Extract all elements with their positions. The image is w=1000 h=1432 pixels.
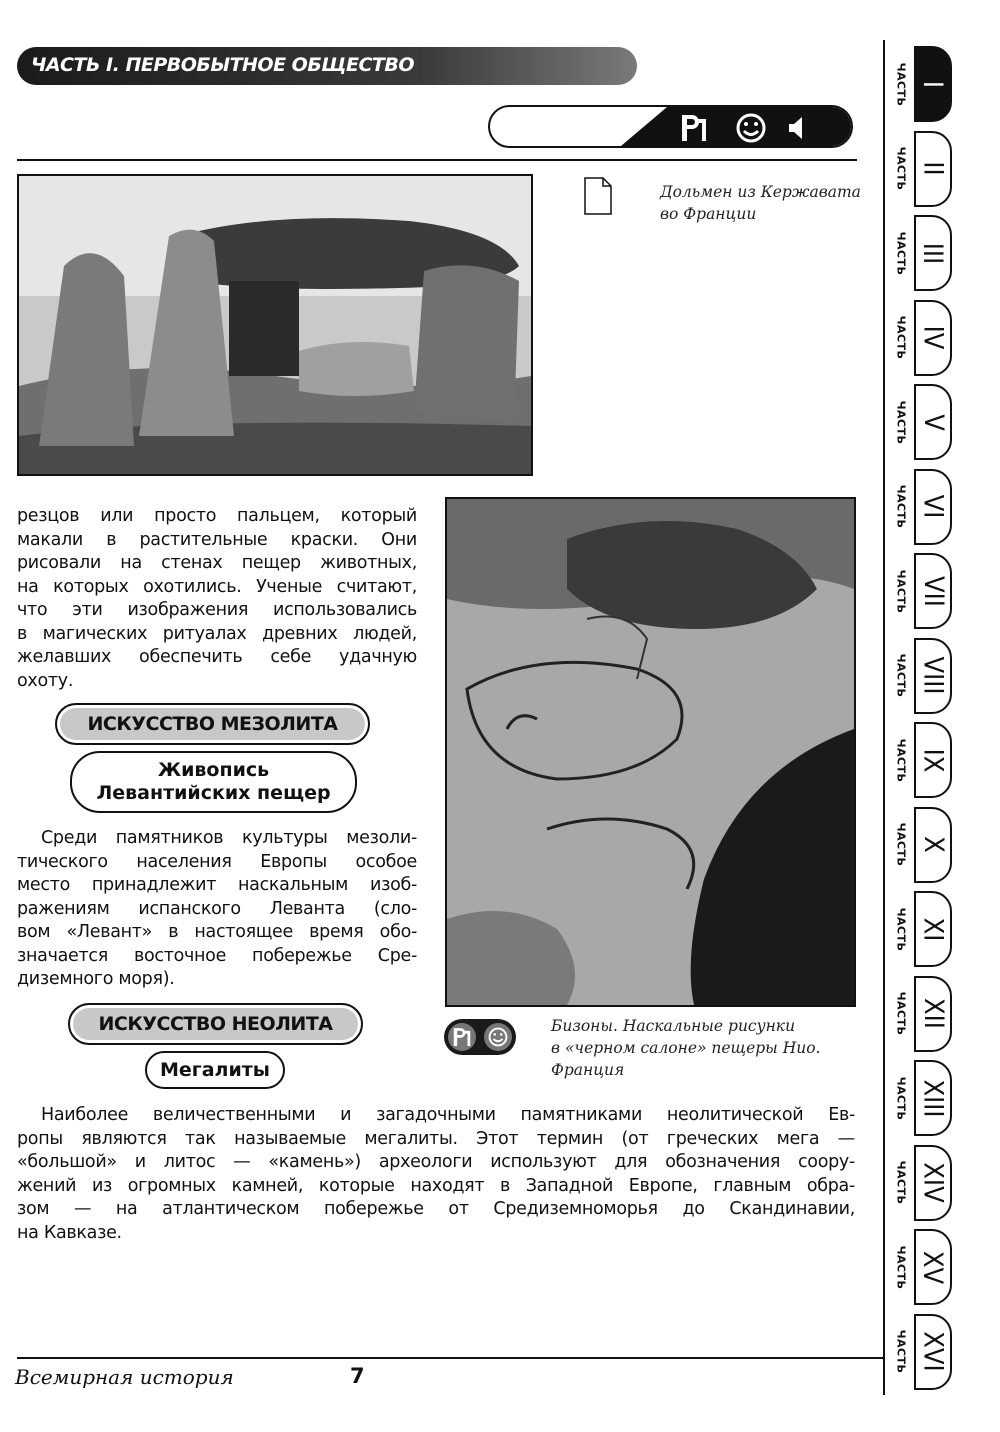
- heading-text: ИСКУССТВО МЕЗОЛИТА: [87, 713, 338, 735]
- caption-line: Франция: [551, 1061, 625, 1079]
- tab-part-8[interactable]: [886, 636, 966, 716]
- figure-2-icon-badge: [443, 1018, 517, 1060]
- tab-word: ЧАСТЬ: [894, 653, 908, 698]
- paragraph-levant: Среди памятников культуры мезоли- тического населения Европы особое место принадлежит наскальным изоб- ражениям испанского Леванта (сло- вом «Левант» в настоящее время обо- значается восточное побережье Сре- диземного моря).: [17, 828, 417, 989]
- tab-word: ЧАСТЬ: [894, 1076, 908, 1120]
- caption-line: во Франции: [660, 205, 757, 223]
- tab-part-14[interactable]: [886, 1143, 966, 1223]
- tab-number: III: [917, 242, 949, 264]
- caption-line: Дольмен из Кержавата: [660, 183, 861, 201]
- tab-part-10[interactable]: [886, 805, 966, 885]
- bison-cave-painting-photo: [445, 497, 856, 1007]
- picture-book-icon[interactable]: [678, 111, 710, 148]
- tab-part-13[interactable]: [886, 1058, 966, 1138]
- paragraph-megaliths: Наиболее величественными и загадочными памятниками неолитической Ев- ропы являются так называемые мегалиты. Этот термин (от греческих мега — «большой» и литос — «камень») археологи используют для обозначения соору- жений из огромных камней, которые находят в Западной Европе, главным обра- зом — на атлантическом побережье от Средиземноморья до Скандинавии, на Кавказе.: [17, 1105, 855, 1243]
- dolmen-caption: [660, 181, 865, 225]
- speaker-icon[interactable]: [786, 111, 806, 148]
- tab-word: ЧАСТЬ: [894, 484, 908, 529]
- tab-number: VIII: [917, 656, 949, 695]
- tab-number: XIV: [917, 1162, 949, 1203]
- tab-word: ЧАСТЬ: [894, 1245, 908, 1289]
- tab-number: XIII: [917, 1078, 949, 1118]
- tab-word: ЧАСТЬ: [894, 569, 908, 613]
- tab-number: VI: [917, 494, 949, 519]
- caption-line: Бизоны. Наскальные рисунки: [551, 1017, 796, 1035]
- bison-caption: [551, 1015, 851, 1081]
- tab-word: ЧАСТЬ: [894, 822, 908, 867]
- section-title: ЧАСТЬ I. ПЕРВОБЫТНОЕ ОБЩЕСТВО: [31, 54, 415, 76]
- tab-word: ЧАСТЬ: [894, 146, 908, 191]
- picture-book-icon[interactable]: [451, 1025, 473, 1053]
- tab-number: II: [917, 161, 949, 176]
- tab-part-6[interactable]: [886, 467, 966, 547]
- tab-part-5[interactable]: [886, 382, 966, 462]
- tab-part-2[interactable]: [886, 129, 966, 209]
- tab-number: I: [917, 80, 949, 88]
- heading-text: ИСКУССТВО НЕОЛИТА: [98, 1013, 333, 1035]
- tab-part-7[interactable]: [886, 551, 966, 631]
- paragraph-intro: резцов или просто пальцем, который макали в растительные краски. Они рисовали на стенах пещер животных, на которых охотились. Ученые считают, что эти изображения использовались в магических ритуалах древних людей, желавших обеспечить себе удачную охоту.: [17, 506, 417, 691]
- smiley-icon[interactable]: [487, 1025, 509, 1053]
- page-number: 7: [350, 1364, 365, 1388]
- tab-number: XII: [917, 998, 949, 1029]
- heading-mesolith-art: [55, 703, 370, 745]
- tab-part-1[interactable]: [886, 44, 966, 124]
- tab-part-12[interactable]: [886, 974, 966, 1054]
- tab-word: ЧАСТЬ: [894, 907, 908, 951]
- bottom-rule: [17, 1357, 885, 1359]
- tab-word: ЧАСТЬ: [894, 738, 908, 782]
- tab-part-11[interactable]: [886, 889, 966, 969]
- tab-part-16[interactable]: [886, 1312, 966, 1392]
- subheading-megaliths: [145, 1051, 285, 1089]
- tab-word: ЧАСТЬ: [894, 400, 908, 444]
- tab-number: V: [917, 413, 949, 431]
- tab-part-3[interactable]: [886, 213, 966, 293]
- tab-word: ЧАСТЬ: [894, 62, 908, 106]
- book-title: Всемирная история: [15, 1365, 234, 1389]
- subheading-levant-caves: [70, 751, 357, 813]
- section-title-banner: [17, 47, 637, 85]
- tab-number: X: [917, 836, 949, 853]
- tab-word: ЧАСТЬ: [894, 315, 908, 360]
- subheading-text: Мегалиты: [160, 1059, 270, 1081]
- subheading-line: Левантийских пещер: [96, 782, 331, 804]
- tab-part-9[interactable]: [886, 720, 966, 800]
- smiley-icon[interactable]: [734, 111, 768, 148]
- tab-word: ЧАСТЬ: [894, 1329, 908, 1374]
- media-icon-bar: [488, 105, 853, 148]
- tab-word: ЧАСТЬ: [894, 231, 908, 275]
- caption-line: в «черном салоне» пещеры Нио.: [551, 1039, 821, 1057]
- tab-number: IV: [917, 325, 949, 350]
- dolmen-photo: [17, 174, 533, 476]
- subheading-line: Живопись: [157, 759, 270, 781]
- tab-number: IX: [917, 748, 949, 772]
- tab-part-4[interactable]: [886, 298, 966, 378]
- tab-word: ЧАСТЬ: [894, 991, 908, 1036]
- tab-number: VII: [917, 575, 949, 607]
- tab-word: ЧАСТЬ: [894, 1160, 908, 1205]
- tab-part-15[interactable]: [886, 1227, 966, 1307]
- top-rule: [17, 159, 857, 161]
- document-icon[interactable]: [583, 176, 613, 220]
- tab-number: XVI: [917, 1331, 949, 1372]
- heading-neolith-art: [68, 1003, 363, 1045]
- right-rule: [883, 40, 885, 1395]
- tab-number: XI: [917, 917, 949, 941]
- tab-number: XV: [917, 1250, 949, 1284]
